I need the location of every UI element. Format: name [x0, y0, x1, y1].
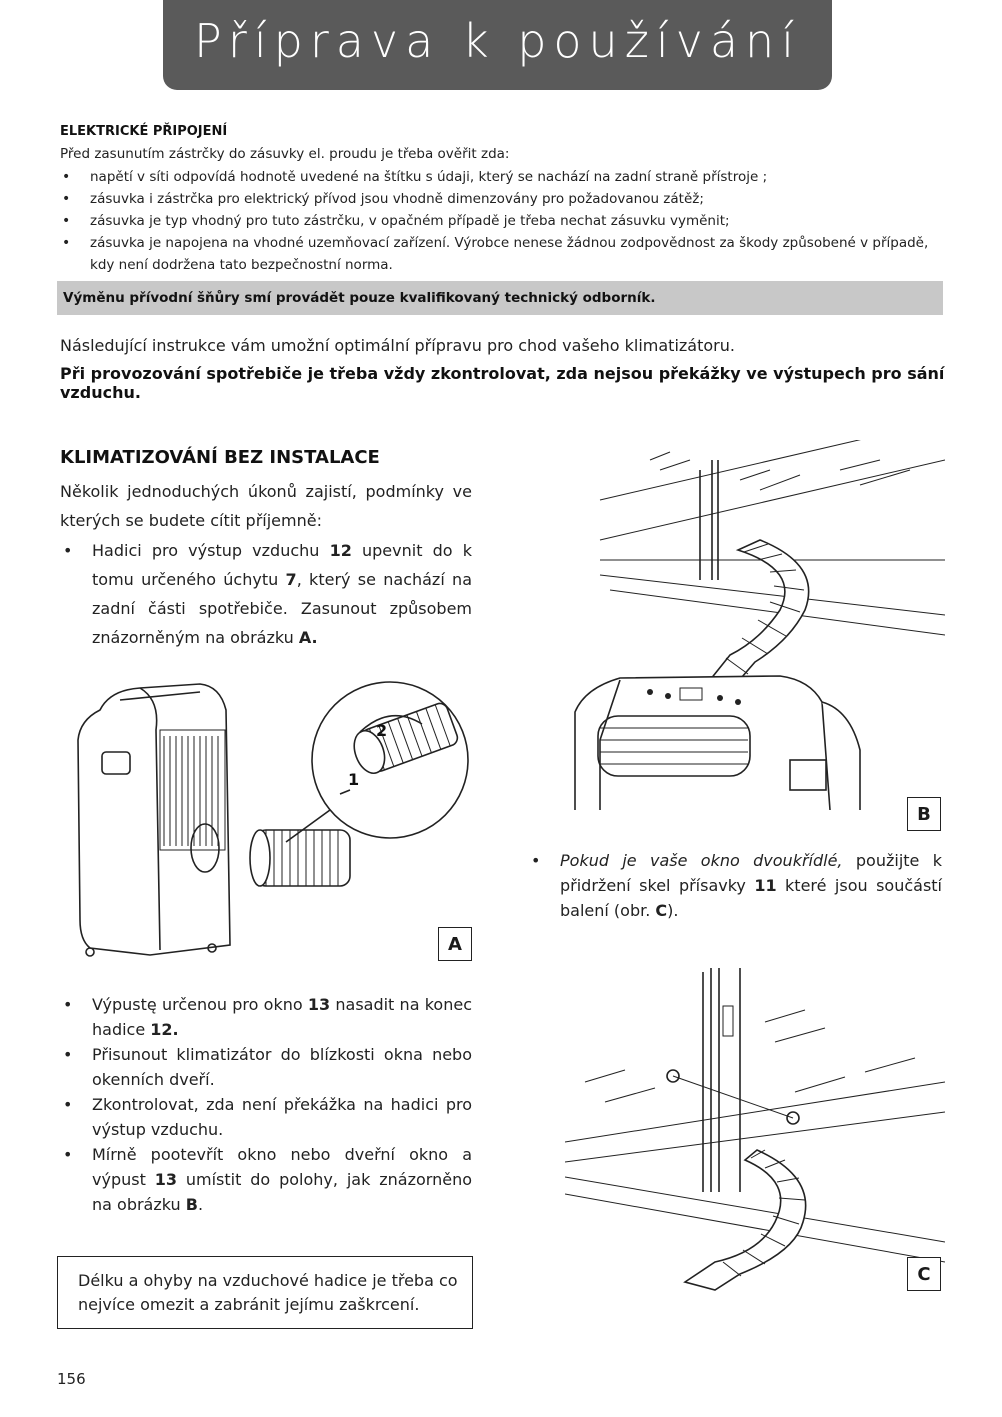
- list-item: • napětí v síti odpovídá hodnotě uvedené na štítku s údaji, který se nachází na zadní straně přístroje ;: [60, 166, 944, 188]
- step-text: použijte k přidržení skel přísavky: [560, 851, 942, 895]
- list-item: [528, 848, 942, 923]
- step-text: upevnit do k tomu určeného úchytu: [92, 541, 473, 589]
- step-text: Přisunout klimatizátor do blízkosti okna nebo okenních dveří.: [92, 1045, 472, 1089]
- step-text: Zkontrolovat, zda není překážka na hadici pro výstup vzduchu.: [92, 1095, 472, 1139]
- section-intro: Několik jednoduchých úkonů zajistí, podmínky ve kterých se budete cítit příjemně:: [60, 482, 472, 530]
- electrical-heading: ELEKTRICKÉ PŘIPOJENÍ: [60, 124, 228, 139]
- figure-a-label: A: [438, 927, 472, 961]
- right-bullet-list: [528, 848, 942, 923]
- figure-b-illustration: [560, 440, 945, 812]
- figure-c-illustration: [565, 962, 945, 1302]
- figure-c-label: C: [907, 1257, 941, 1291]
- step-text: Výpustę určenou pro okno: [92, 995, 308, 1014]
- step-list-first: [60, 536, 472, 652]
- warning-bar: Výměnu přívodní šňůry smí provádět pouze kvalifikovaný technický odborník.: [57, 281, 943, 315]
- step-number-2: 2: [376, 721, 388, 740]
- note-box: Délku a ohyby na vzduchové hadice je třeba co nejvíce omezit a zabránit jejímu zaškrcení.: [57, 1256, 473, 1329]
- list-item: [60, 1042, 472, 1092]
- step-text: .: [197, 1195, 204, 1214]
- list-item: [60, 536, 472, 652]
- page-number: 156: [57, 1370, 86, 1388]
- instructions-line: Následující instrukce vám umožní optimální přípravu pro chod vašeho klimatizátoru.: [60, 336, 735, 355]
- step-ref: A.: [298, 628, 318, 647]
- step-ref: C: [655, 901, 668, 920]
- list-item: [60, 992, 472, 1042]
- step-text: Pokud je vaše okno dvoukřídlé,: [560, 851, 843, 870]
- step-text: ).: [667, 901, 679, 920]
- instructions-warning: Při provozování spotřebiče je třeba vždy zkontrolovat, zda nejsou překážky ve výstupech pro sání vzduchu.: [60, 364, 945, 402]
- step-ref: 12.: [150, 1020, 179, 1039]
- list-item: • zásuvka i zástrčka pro elektrický přívod jsou vhodně dimenzovány pro požadovanou zátěž;: [60, 188, 944, 210]
- list-item: • zásuvka je napojena na vhodné uzemňovací zařízení. Výrobce nenese žádnou zodpovědnost za škody způsobené v případě, kdy není dodržena tato bezpečnostní norma.: [60, 232, 944, 276]
- page-title: Příprava k používání: [194, 14, 801, 68]
- step-ref: 13: [154, 1170, 177, 1189]
- list-item: • zásuvka je typ vhodný pro tuto zástrčku, v opačném případě je třeba nechat zásuvku vyměnit;: [60, 210, 944, 232]
- list-item: [60, 1142, 472, 1217]
- figure-b-label: B: [907, 797, 941, 831]
- step-ref: 7: [285, 570, 297, 589]
- step-ref: B: [185, 1195, 198, 1214]
- step-text: umístit do polohy, jak znázorněno na obrázku: [92, 1170, 472, 1214]
- electrical-checklist: [60, 166, 944, 276]
- electrical-intro: Před zasunutím zástrčky do zásuvky el. proudu je třeba ověřit zda:: [60, 146, 510, 162]
- step-ref: 13: [307, 995, 331, 1014]
- step-number-1: 1: [348, 770, 360, 789]
- list-item: [60, 1092, 472, 1142]
- step-text: nasadit na konec hadice: [92, 995, 472, 1039]
- step-text: , který se nachází na zadní části spotřebiče. Zasunout způsobem znázorněným na obrázku: [92, 570, 473, 647]
- step-ref: 11: [754, 876, 777, 895]
- figure-a-illustration: [60, 670, 480, 970]
- step-ref: 12: [329, 541, 352, 560]
- step-text: které jsou součástí balení (obr.: [560, 876, 942, 920]
- step-text: Mírně pootevřít okno nebo dveřní okno a výpust: [92, 1145, 472, 1189]
- step-text: Hadici pro výstup vzduchu: [92, 541, 330, 560]
- step-list-second: [60, 992, 472, 1217]
- section-heading: KLIMATIZOVÁNÍ BEZ INSTALACE: [60, 447, 380, 468]
- title-banner: [163, 0, 832, 90]
